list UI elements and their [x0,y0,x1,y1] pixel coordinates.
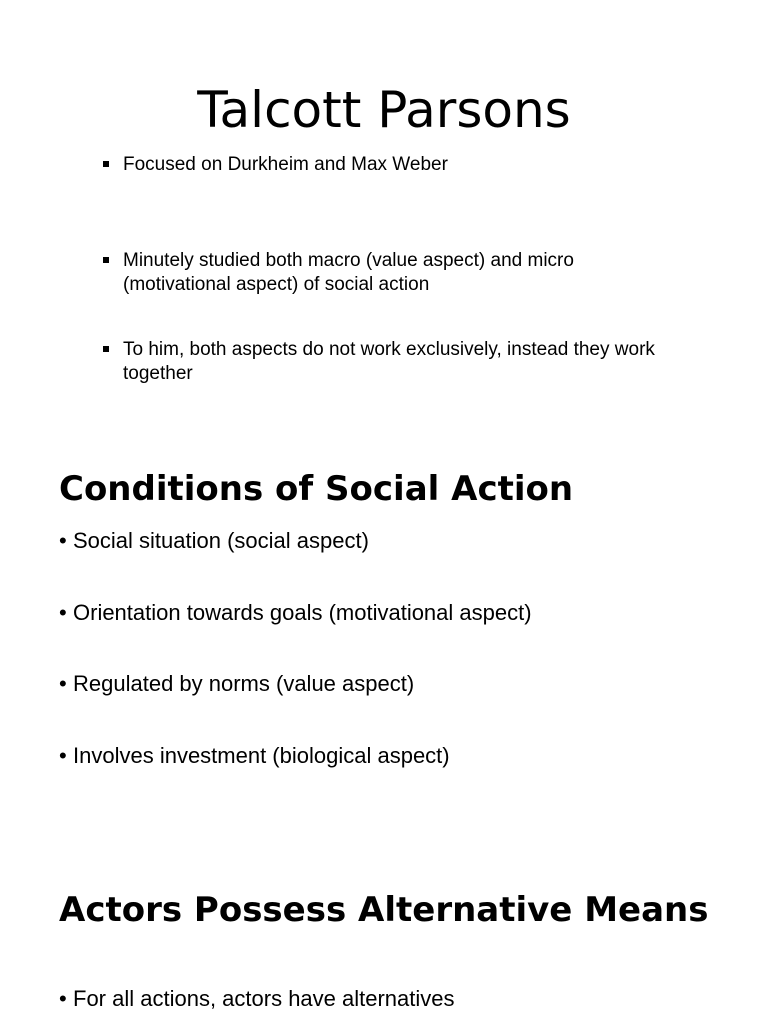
intro-bullet-item [100,249,680,297]
intro-bullet-text: Focused on Durkheim and Max Weber [123,154,448,175]
conditions-bullet-text: Social situation (social aspect) [73,528,369,553]
conditions-bullet-text: Regulated by norms (value aspect) [73,671,415,696]
conditions-bullet-item [59,528,739,554]
conditions-heading: Conditions of Social Action [59,469,574,509]
intro-bullet-item [100,338,680,386]
square-bullet-icon [103,257,109,263]
page-title: Talcott Parsons [197,81,571,139]
actors-bullet-item [59,986,739,1012]
dot-bullet-icon: • [59,743,67,768]
conditions-bullet-text: Orientation towards goals (motivational aspect) [73,600,532,625]
conditions-bullet-item [59,743,739,769]
intro-bullet-item [100,153,680,177]
square-bullet-icon [103,346,109,352]
intro-bullet-text: Minutely studied both macro (value aspect) and micro (motivational aspect) of social action [123,250,574,295]
actors-heading: Actors Possess Alternative Means [59,890,709,930]
conditions-bullet-item [59,671,739,697]
dot-bullet-icon: • [59,671,67,696]
conditions-bullet-item [59,600,739,626]
conditions-bullet-text: Involves investment (biological aspect) [73,743,450,768]
square-bullet-icon [103,161,109,167]
intro-bullet-text: To him, both aspects do not work exclusively, instead they work together [123,339,655,384]
dot-bullet-icon: • [59,528,67,553]
dot-bullet-icon: • [59,986,67,1011]
dot-bullet-icon: • [59,600,67,625]
actors-bullet-text: For all actions, actors have alternatives [73,986,455,1011]
